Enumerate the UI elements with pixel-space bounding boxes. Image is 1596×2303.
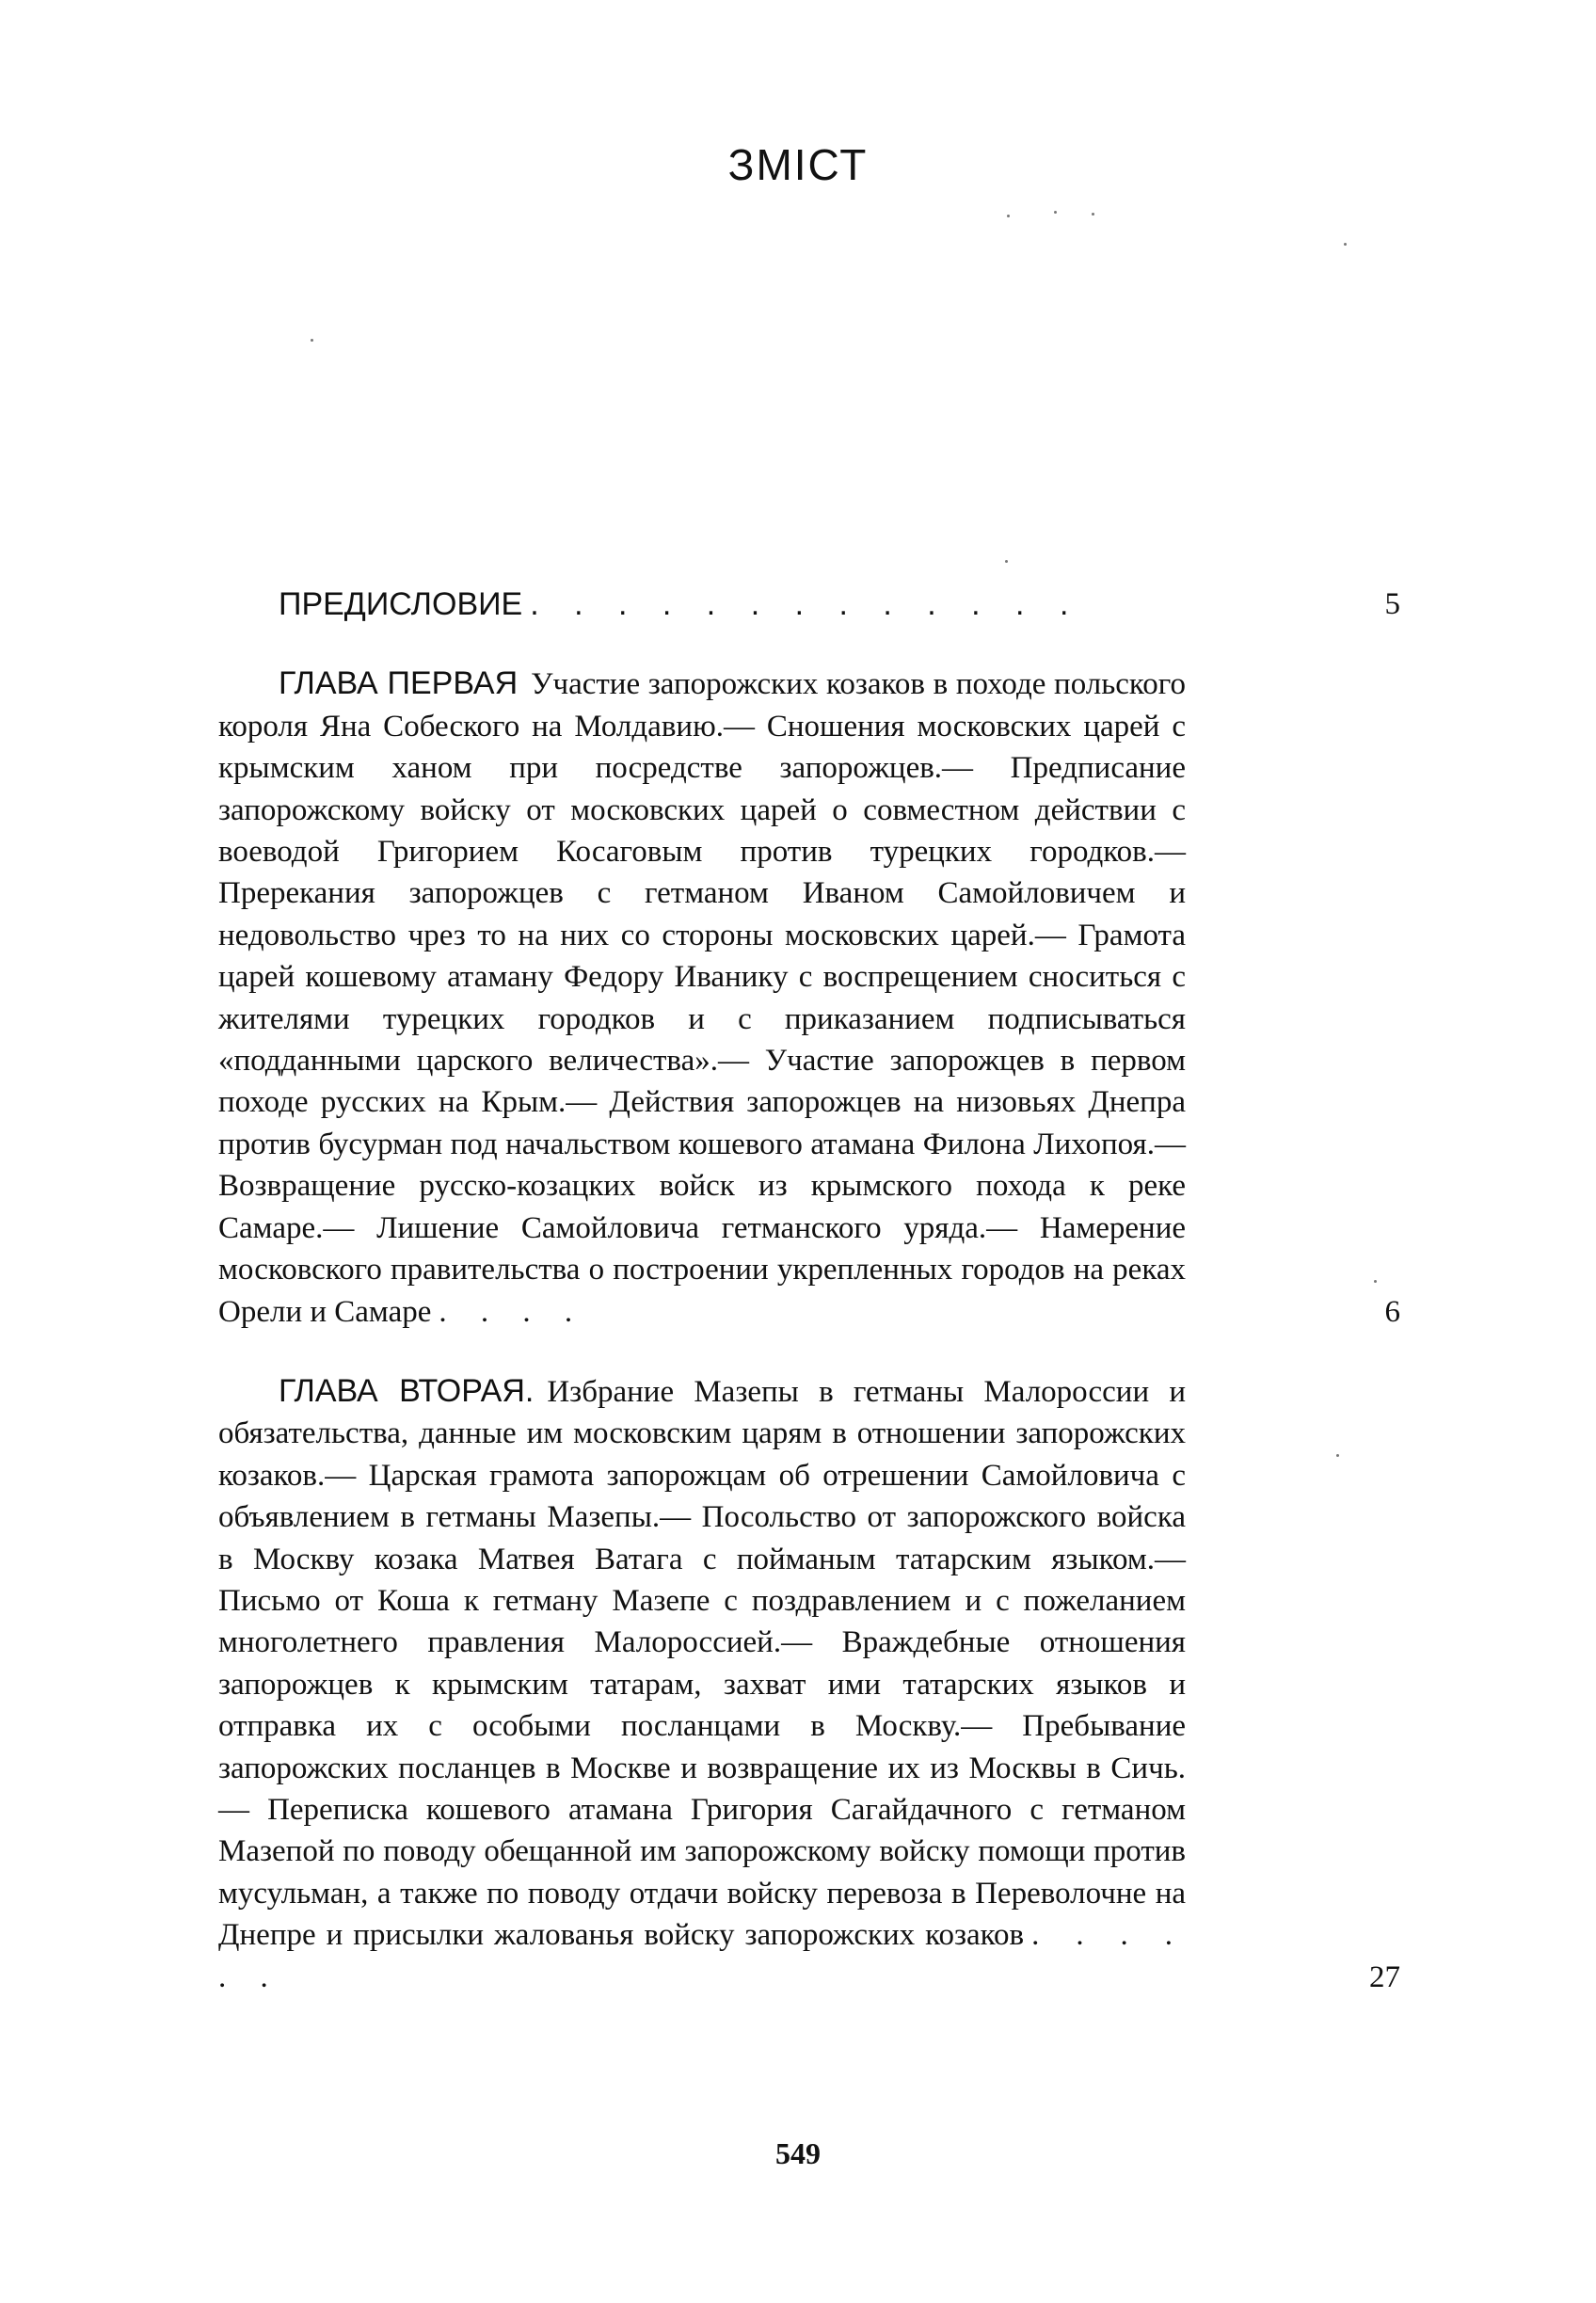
toc-page-number: 5 [1384, 587, 1400, 621]
scan-speck [1007, 215, 1010, 217]
scan-speck [1336, 1454, 1339, 1457]
toc-entry-preface [218, 584, 1400, 625]
toc-leader-dots: . . . . [439, 1294, 586, 1329]
toc-leader-dots: . . . . . . [218, 1918, 1187, 1994]
toc-entry-chapter-1 [218, 663, 1400, 1333]
toc-entry-body [218, 663, 1186, 1333]
page-number-footer: 549 [775, 2136, 821, 2170]
toc-entry-heading: ГЛАВА ВТОРАЯ. [279, 1372, 535, 1409]
scan-speck [1092, 213, 1094, 216]
scan-speck [1374, 1280, 1377, 1283]
toc-entry-text: Избрание Мазепы в гетманы Малороссии и обязательства, данные им московским царям в отношении запорожских козаков.— Царская грамота запорожцам об отрешении Самойловича с объявлением в гетманы Мазепы.— Посольство от запорожского войска в Москву козака Матвея Ватага с пойманым татарским языком.— Письмо от Коша к гетману Мазепе с поздравлением и с пожеланием многолетнего правления Малороссией.— Враждебные отношения запорожцев к крымским татарам, захват ими татарских языков и отправка их с особыми посланцами в Москву.— Пребывание запорожских посланцев в Москве и возвращение их из Москвы в Сичь.— Переписка кошевого атамана Григория Сагайдачного с гетманом Мазепой по поводу обещанной им запорожскому войску помощи против мусульман, а также по поводу отдачи войску перевоза в Переволочне на Днепре и присылки жалованья войску запорожских козаков [218, 1374, 1186, 1953]
toc-entry-heading: ГЛАВА ПЕРВАЯ [279, 665, 519, 702]
toc-entry-body [218, 584, 1246, 625]
toc-page-number: 6 [1384, 1294, 1400, 1329]
toc-entry-text: Участие запорожских козаков в походе польского короля Яна Собеского на Молдавию.— Сношения московских царей с крымским ханом при посредстве запорожцев.— Предписание запорожскому войску от московских царей о совместном действии с воеводой Григорием Косаговым против турецких городков.— Пререкания запорожцев с гетманом Иваном Самойловичем и недовольство чрез то на них со стороны московских царей.— Грамота царей кошевому атаману Федору Иванику с воспрещением сноситься с жителями турецких городков и с приказанием подписываться «подданными царского величества».— Участие запорожцев в первом походе русских на Крым.— Действия запорожцев на низовьях Днепра против бусурман под начальством кошевого атамана Филона Лихопоя.— Возвращение русско-козацких войск из крымского похода к реке Самаре.— Лишение Самойловича гетманского уряда.— Намерение московского правительства о построении укрепленных городов на реках Орели и Самаре [218, 667, 1186, 1329]
toc-entry-body [218, 1370, 1186, 1998]
scan-speck [1005, 560, 1008, 563]
toc-entry-heading: ПРЕДИСЛОВИЕ [279, 586, 523, 622]
scan-speck [1054, 211, 1057, 214]
toc-entry-chapter-2 [218, 1370, 1400, 1998]
toc-leader-dots: . . . . . . . . . . . . . [530, 586, 1082, 622]
scan-speck [1344, 243, 1347, 246]
scan-speck [311, 339, 313, 342]
page-title: ЗМІСТ [727, 140, 869, 189]
toc-page-number: 27 [1369, 1959, 1400, 1994]
table-of-contents [218, 584, 1400, 2036]
